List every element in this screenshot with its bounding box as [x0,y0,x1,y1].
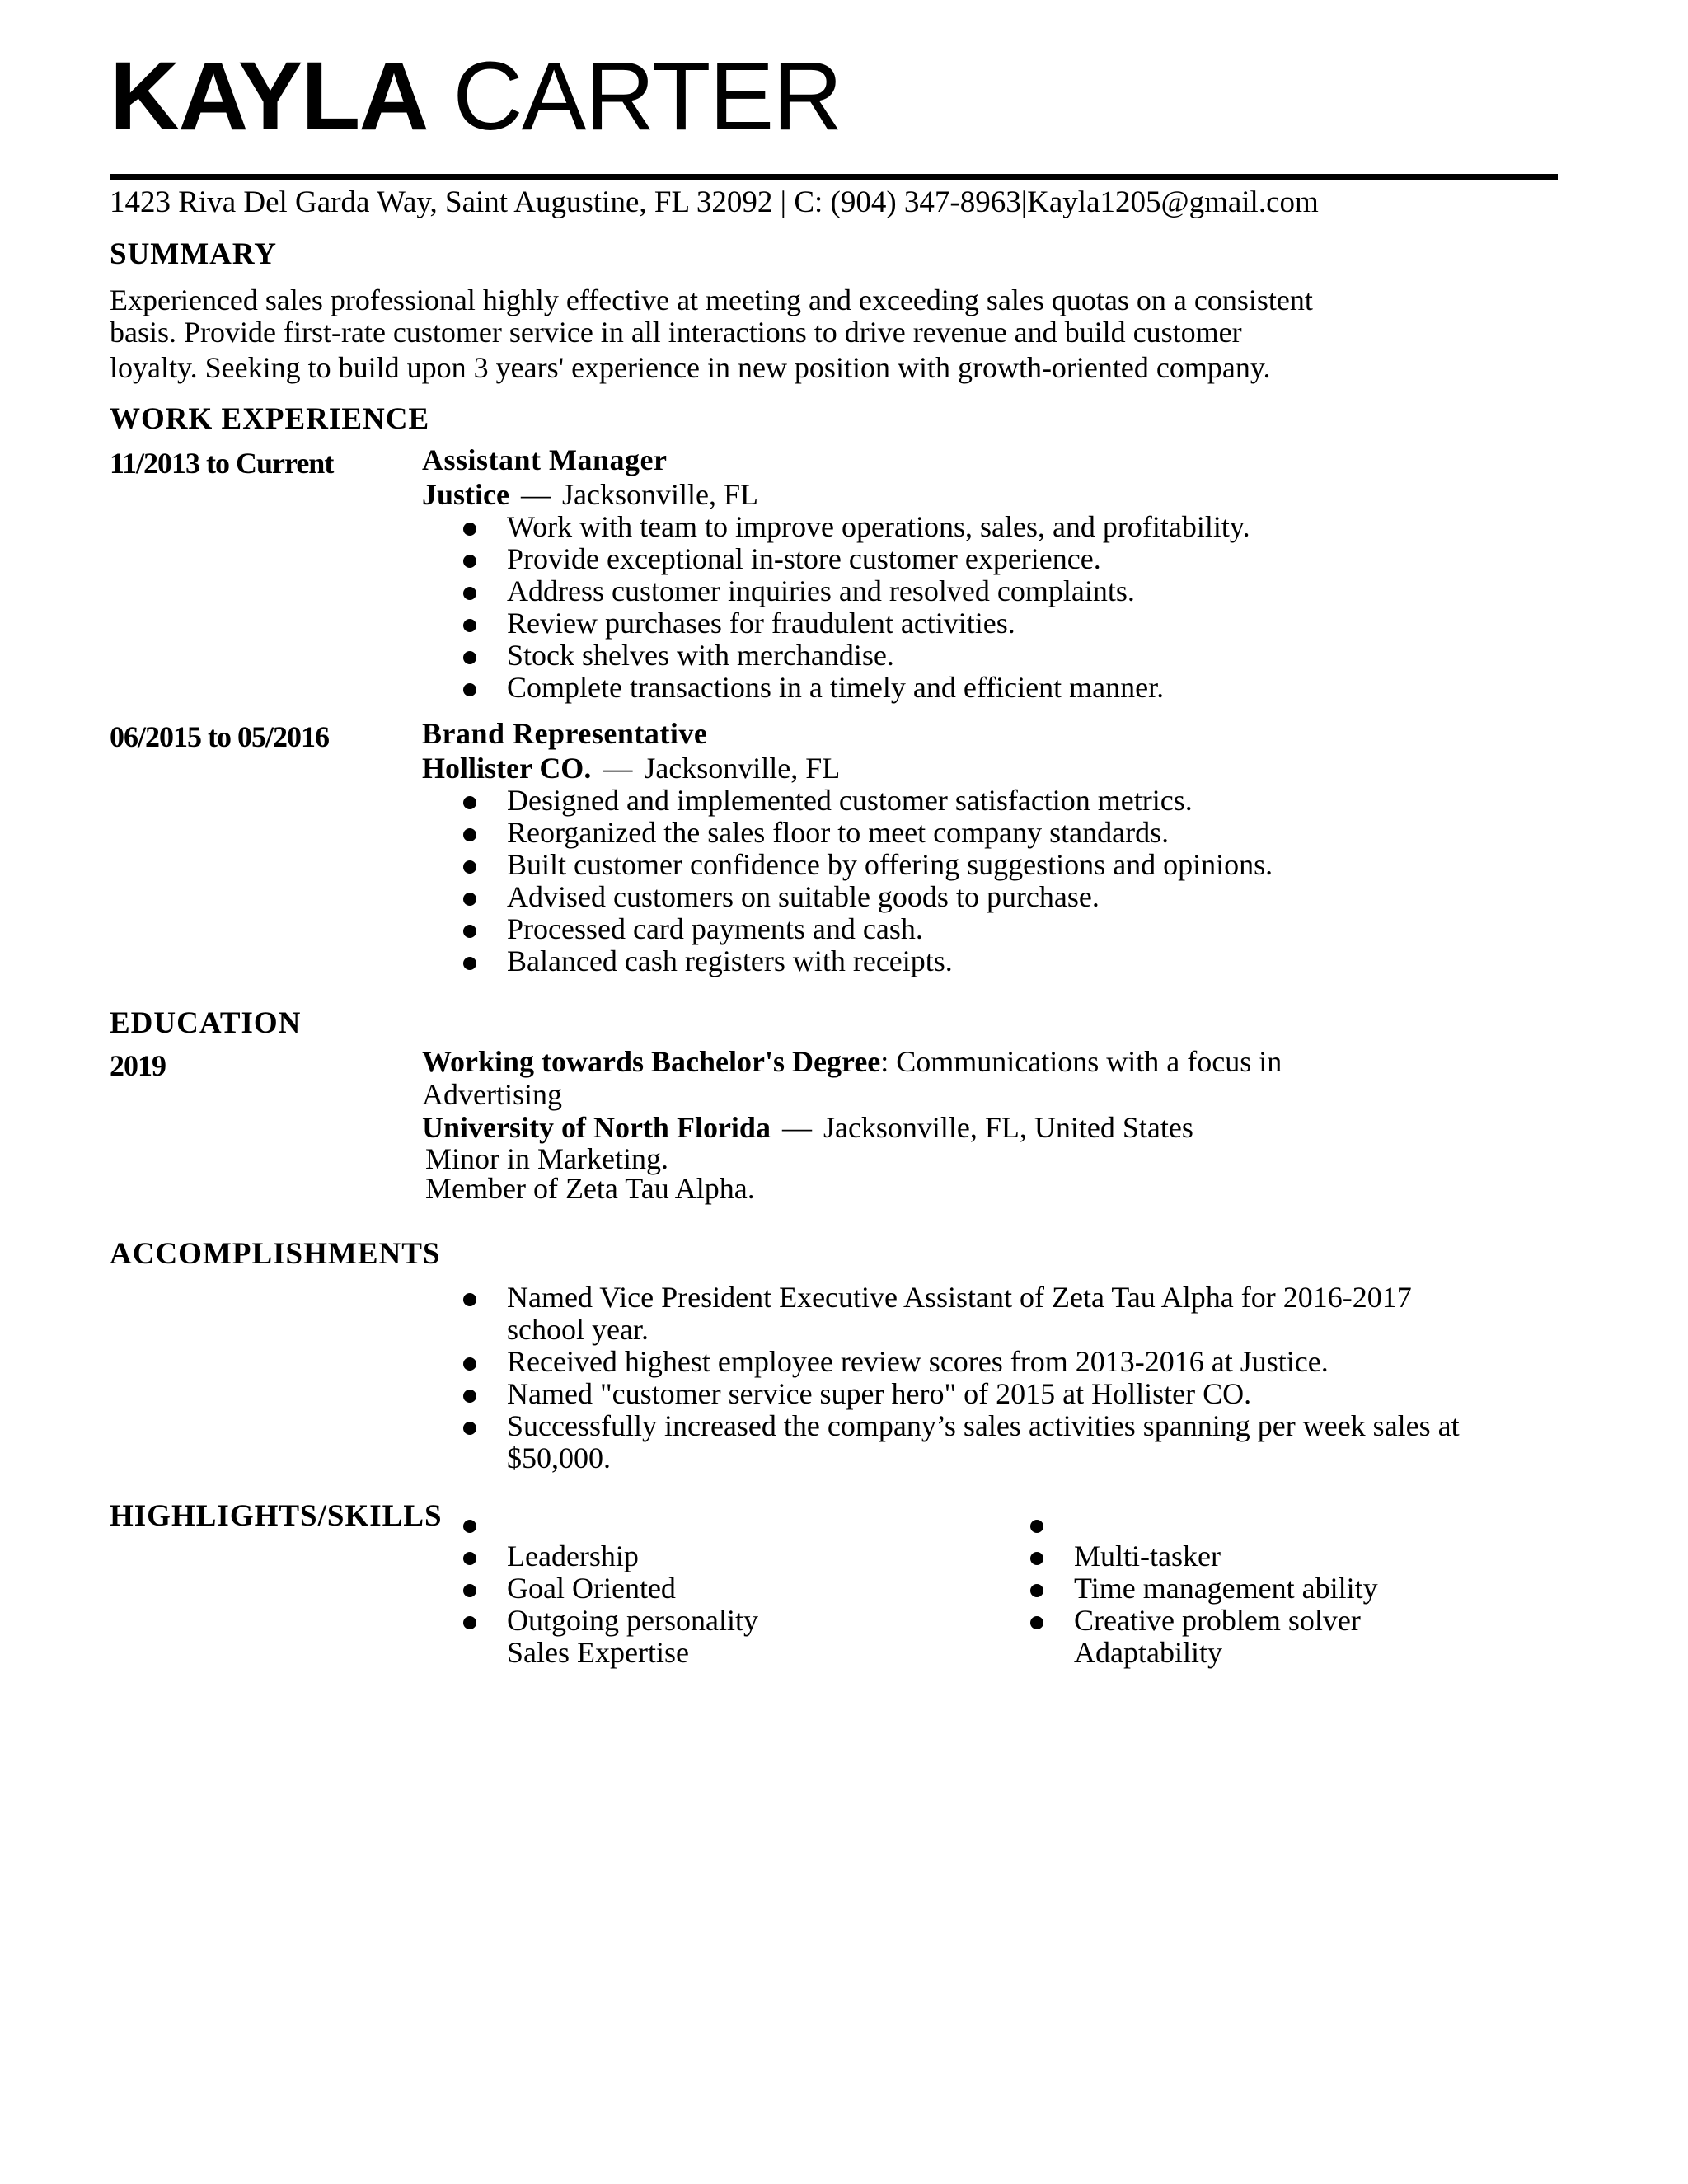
list-item: Designed and implemented customer satisfaction metrics. [422,785,1576,817]
summary-text [110,284,1511,384]
job-dates: 06/2015 to 05/2016 [110,720,329,753]
bullet-icon [463,1422,476,1435]
candidate-name [110,42,842,151]
list-item: Balanced cash registers with receipts. [422,945,1576,977]
list-item: Advised customers on suitable goods to purchase. [422,881,1576,913]
school-location: Jacksonville, FL, United States [823,1111,1193,1144]
bullet-icon [463,828,476,841]
summary-line: Experienced sales professional highly effective at meeting and exceeding sales quotas on a consistent [110,284,1313,316]
summary-line: basis. Provide first-rate customer service in all interactions to drive revenue and build customer [110,316,1242,349]
minor: Minor in Marketing. [425,1142,668,1175]
accomplishments-list [422,1282,1576,1474]
bullet-icon [463,1293,476,1306]
bullet-icon [463,651,476,664]
job-dates: 11/2013 to Current [110,447,334,480]
education-year: 2019 [110,1049,166,1082]
list-item [989,1508,1378,1540]
bullet-icon [463,796,476,809]
bullet-icon [463,587,476,600]
bullet-icon [463,1390,476,1403]
bullet-icon [1030,1616,1043,1629]
company-name: Hollister CO. [422,752,592,785]
skill-text: Adaptability [1074,1636,1222,1669]
job-duties [422,511,1576,704]
job-title: Brand Representative [422,717,708,750]
list-item: Processed card payments and cash. [422,913,1576,945]
bullet-icon [1030,1520,1043,1533]
list-item: Review purchases for fraudulent activities. [422,607,1576,640]
bullet-icon [463,860,476,874]
bullet-icon [1030,1584,1043,1597]
bullet-icon [463,1584,476,1597]
skills-heading: HIGHLIGHTS/SKILLS [110,1499,443,1533]
job-entry [422,716,1576,977]
job-location: Jacksonville, FL [561,478,758,511]
work-experience-heading: WORK EXPERIENCE [110,402,430,436]
bullet-icon [463,523,476,536]
membership: Member of Zeta Tau Alpha. [425,1172,755,1205]
last-name: CARTER [452,42,842,151]
list-item: Address customer inquiries and resolved complaints. [422,575,1576,607]
degree: Working towards Bachelor's Degree [422,1045,881,1078]
school-name: University of North Florida [422,1111,771,1144]
summary-line: loyalty. Seeking to build upon 3 years' experience in new position with growth-oriented company. [110,351,1271,384]
header-rule [110,174,1558,180]
degree-line [422,1045,1576,1078]
bullet-icon [463,1520,476,1533]
bullet-icon [463,1616,476,1629]
list-item: Outgoing personality [422,1605,758,1637]
list-item: Named Vice President Executive Assistant of Zeta Tau Alpha for 2016-2017 school year. [422,1282,1576,1346]
degree-field: : Communications with a focus in [880,1045,1282,1078]
bullet-icon [463,925,476,938]
dash-separator: — [781,1111,812,1144]
bullet-icon [463,1552,476,1565]
job-location: Jacksonville, FL [644,752,841,785]
dash-separator: — [520,478,551,511]
list-item: Named "customer service super hero" of 2015 at Hollister CO. [422,1378,1576,1410]
bullet-icon [1030,1552,1043,1565]
list-item: Received highest employee review scores from 2013-2016 at Justice. [422,1346,1576,1378]
list-item: Creative problem solver [989,1605,1378,1637]
job-employer [422,478,1576,511]
list-item: Time management ability [989,1572,1378,1605]
company-name: Justice [422,478,509,511]
skill-text: Sales Expertise [507,1636,689,1669]
list-item [422,1508,758,1540]
list-item: Goal Oriented [422,1572,758,1605]
first-name: KAYLA [110,42,428,151]
list-item: Provide exceptional in-store customer experience. [422,543,1576,575]
degree-field-cont: Advertising [422,1078,562,1111]
list-item: Reorganized the sales floor to meet company standards. [422,817,1576,849]
list-item: Work with team to improve operations, sales, and profitability. [422,511,1576,543]
contact-line: 1423 Riva Del Garda Way, Saint Augustine, FL 32092 | C: (904) 347-8963|Kayla1205@gmail.com [110,185,1319,219]
bullet-icon [463,683,476,696]
bullet-icon [463,555,476,568]
list-item: Built customer confidence by offering suggestions and opinions. [422,849,1576,881]
dash-separator: — [603,752,633,785]
bullet-icon [463,1357,476,1371]
education-entry [422,1045,1576,1203]
accomplishments-heading: ACCOMPLISHMENTS [110,1237,441,1271]
job-duties [422,785,1576,977]
bullet-icon [463,957,476,970]
list-item: Leadership [422,1540,758,1572]
skills-column-left [422,1508,758,1669]
job-entry [422,443,1576,704]
job-employer [422,752,1576,785]
list-item: Stock shelves with merchandise. [422,640,1576,672]
list-item: Multi-tasker [989,1540,1378,1572]
bullet-icon [463,893,476,906]
list-item: Complete transactions in a timely and efficient manner. [422,672,1576,704]
job-title: Assistant Manager [422,443,668,476]
skills-column-right [989,1508,1378,1669]
summary-heading: SUMMARY [110,237,278,271]
bullet-icon [463,619,476,632]
education-heading: EDUCATION [110,1006,302,1040]
list-item: Successfully increased the company’s sales activities spanning per week sales at $50,000. [422,1410,1576,1474]
school-line [422,1111,1576,1144]
